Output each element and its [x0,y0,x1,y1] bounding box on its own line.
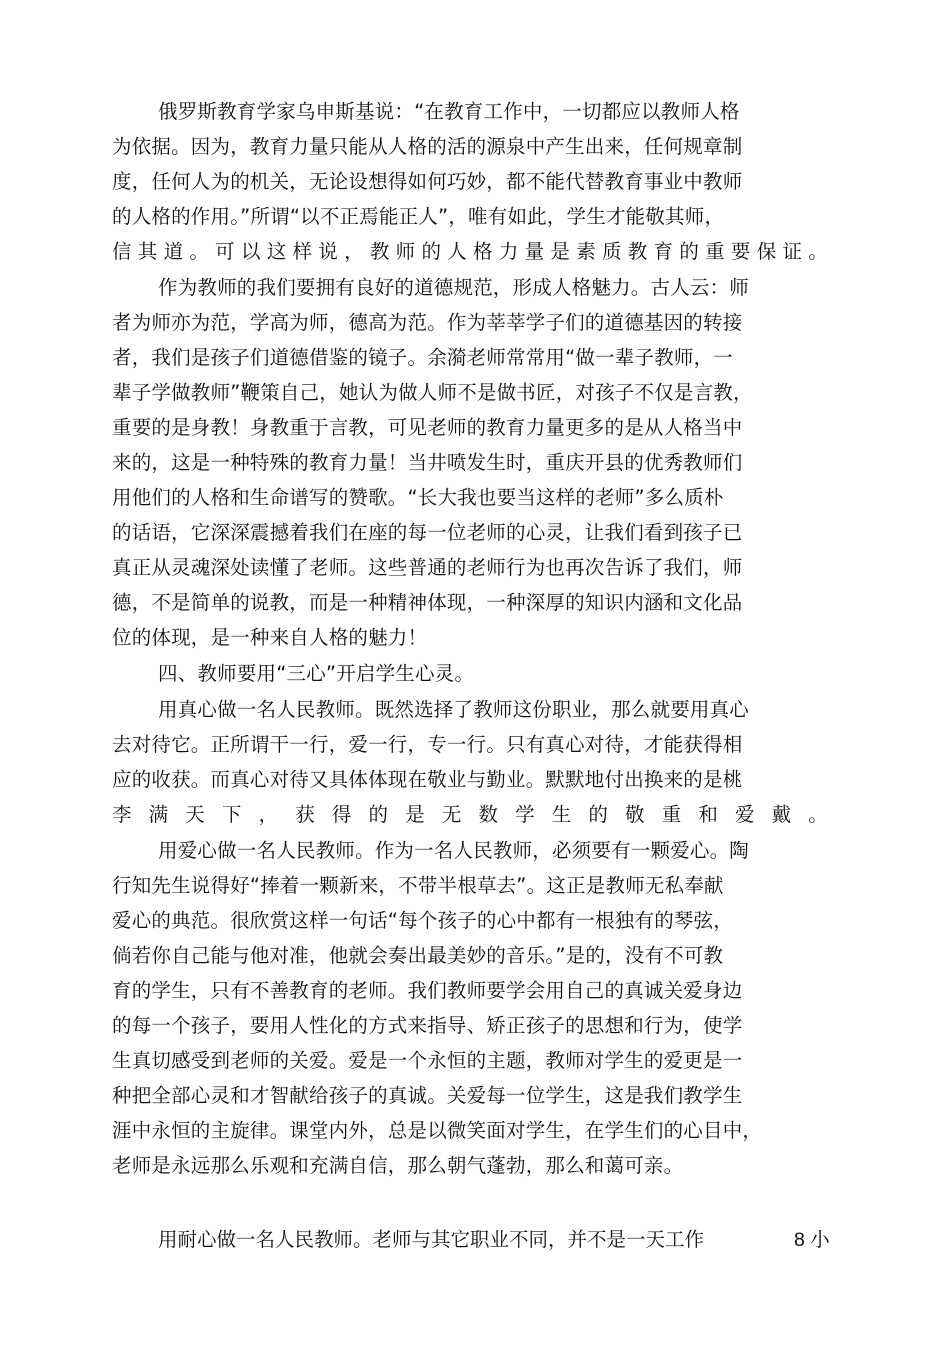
text-line: 度，任何人为的机关，无论设想得如何巧妙，都不能代替教育事业中教师 [112,170,743,193]
text-line: 的人格的作用。”所谓“以不正焉能正人”，唯有如此，学生才能敬其师， [112,205,725,228]
text-line: 辈子学做教师”鞭策自己，她认为做人师不是做书匠，对孩子不仅是言教， [112,381,753,404]
text-line: 去对待它。正所谓干一行，爱一行，专一行。只有真心对待，才能获得相 [112,733,743,756]
text-line: 四、教师要用“三心”开启学生心灵。 [158,662,475,685]
page-number: 8 小 [794,1229,830,1251]
text-line: 作为教师的我们要拥有良好的道德规范，形成人格魅力。古人云：师 [158,276,750,299]
text-line: 为依据。因为，教育力量只能从人格的活的源泉中产生出来，任何规章制 [112,135,743,158]
text-line: 种把全部心灵和才智献给孩子的真诚。关爱每一位学生，这是我们教学生 [112,1084,743,1107]
text-line: 倘若你自己能与他对准，他就会奏出最美妙的音乐。”是的，没有不可教 [112,944,724,967]
text-line: 真正从灵魂深处读懂了老师。这些普通的老师行为也再次告诉了我们，师 [112,556,743,579]
text-line: 用爱心做一名人民教师。作为一名人民教师，必须要有一颗爱心。陶 [158,839,750,862]
text-line: 老师是永远那么乐观和充满自信，那么朝气蓬勃，那么和蔼可亲。 [112,1154,684,1177]
text-line: 李满天下，获得的是无数学生的敬重和爱戴。 [112,803,828,826]
text-line: 位的体现，是一种来自人格的魅力！ [112,626,428,649]
text-line: 重要的是身教！身教重于言教，可见老师的教育力量更多的是从人格当中 [112,416,743,439]
text-line: 育的学生，只有不善教育的老师。我们教师要学会用自己的真诚关爱身边 [112,979,743,1002]
text-line: 生真切感受到老师的关爱。爱是一个永恒的主题，教师对学生的爱更是一 [112,1049,743,1072]
text-line: 用他们的人格和生命谱写的赞歌。“长大我也要当这样的老师”多么质朴 [112,486,724,509]
text-line: 涯中永恒的主旋律。课堂内外，总是以微笑面对学生，在学生们的心目中， [112,1119,763,1142]
text-line: 的话语，它深深震撼着我们在座的每一位老师的心灵，让我们看到孩子已 [112,521,743,544]
paragraph-text: 用耐心做一名人民教师。老师与其它职业不同，并不是一天工作 [158,1228,705,1251]
text-line: 德，不是简单的说教，而是一种精神体现，一种深厚的知识内涵和文化品 [112,591,743,614]
text-line: 行知先生说得好“捧着一颗新来，不带半根草去”。这正是教师无私奉献 [112,874,724,897]
text-line: 俄罗斯教育学家乌申斯基说：“在教育工作中，一切都应以教师人格 [158,100,740,123]
text-line: 者为师亦为范，学高为师，德高为范。作为莘莘学子们的道德基因的转接 [112,311,743,334]
text-line: 用真心做一名人民教师。既然选择了教师这份职业，那么就要用真心 [158,698,750,721]
text-line: 的每一个孩子，要用人性化的方式来指导、矫正孩子的思想和行为，使学 [112,1014,743,1037]
last-paragraph-line [158,1226,838,1254]
text-line: 应的收获。而真心对待又具体体现在敬业与勤业。默默地付出换来的是桃 [112,768,743,791]
text-line: 者，我们是孩子们道德借鉴的镜子。余漪老师常常用“做一辈子教师，一 [112,346,734,369]
text-line: 来的，这是一种特殊的教育力量！当井喷发生时，重庆开县的优秀教师们 [112,451,743,474]
text-line: 爱心的典范。很欣赏这样一句话“每个孩子的心中都有一根独有的琴弦， [112,909,734,932]
text-line: 信其道。可以这样说，教师的人格力量是素质教育的重要保证。 [112,240,828,263]
